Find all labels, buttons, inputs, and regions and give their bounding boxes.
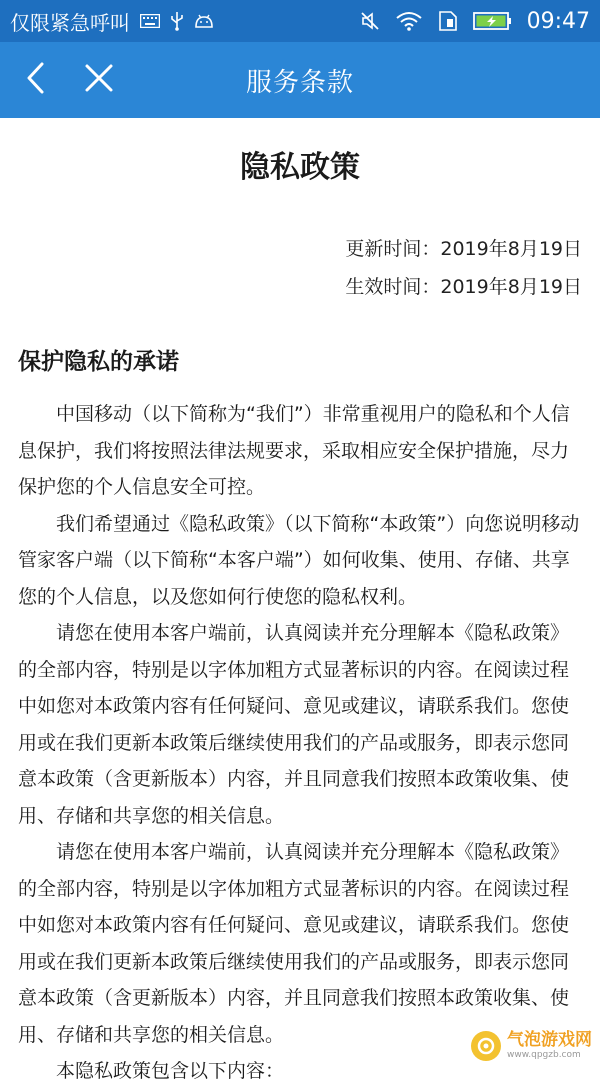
watermark-text: 气泡游戏网 bbox=[507, 1032, 592, 1049]
carrier-text: 仅限紧急呼叫 bbox=[10, 7, 130, 36]
paragraph: 本隐私政策包含以下内容： bbox=[18, 1053, 582, 1090]
paragraph: 我们希望通过《隐私政策》（以下简称“本政策”）向您说明移动管家客户端（以下简称“本客户端”）如何收集、使用、存储、共享您的个人信息，以及您如何行使您的隐私权利。 bbox=[18, 506, 582, 616]
status-bar bbox=[0, 0, 600, 42]
battery-charging-icon bbox=[473, 11, 513, 31]
effective-date: 生效时间：2019年8月19日 bbox=[18, 268, 582, 306]
section-title: 保护隐私的承诺 bbox=[18, 344, 582, 380]
wifi-icon bbox=[395, 11, 423, 31]
policy-content[interactable] bbox=[0, 118, 600, 1067]
document-title: 隐私政策 bbox=[18, 146, 582, 190]
paragraph: 中国移动（以下简称为“我们”）非常重视用户的隐私和个人信息保护，我们将按照法律法规要求，采取相应安全保护措施，尽力保护您的个人信息安全可控。 bbox=[18, 396, 582, 506]
clock: 09:47 bbox=[527, 9, 590, 34]
paragraph: 请您在使用本客户端前，认真阅读并充分理解本《隐私政策》的全部内容，特别是以字体加粗方式显著标识的内容。在阅读过程中如您对本政策内容有任何疑问、意见或建议，请联系我们。您使用或在我们更新本政策后继续使用我们的产品或服务，即表示您同意本政策（含更新版本）内容，并且同意我们按照本政策收集、使用、存储和共享您的相关信息。 bbox=[18, 615, 582, 834]
document-dates bbox=[18, 230, 582, 306]
keyboard-icon bbox=[140, 14, 160, 28]
updated-date: 更新时间：2019年8月19日 bbox=[18, 230, 582, 268]
sim-icon bbox=[437, 10, 459, 32]
page-title: 服务条款 bbox=[0, 42, 600, 118]
android-icon bbox=[194, 13, 214, 29]
usb-icon bbox=[170, 11, 184, 31]
nav-bar bbox=[0, 42, 600, 118]
watermark bbox=[471, 1031, 592, 1061]
watermark-url: www.qpgzb.com bbox=[507, 1051, 592, 1060]
watermark-logo-icon bbox=[471, 1031, 501, 1061]
paragraph: 请您在使用本客户端前，认真阅读并充分理解本《隐私政策》的全部内容，特别是以字体加粗方式显著标识的内容。在阅读过程中如您对本政策内容有任何疑问、意见或建议，请联系我们。您使用或在我们更新本政策后继续使用我们的产品或服务，即表示您同意本政策（含更新版本）内容，并且同意我们按照本政策收集、使用、存储和共享您的相关信息。 bbox=[18, 834, 582, 1053]
mute-icon bbox=[359, 10, 381, 32]
